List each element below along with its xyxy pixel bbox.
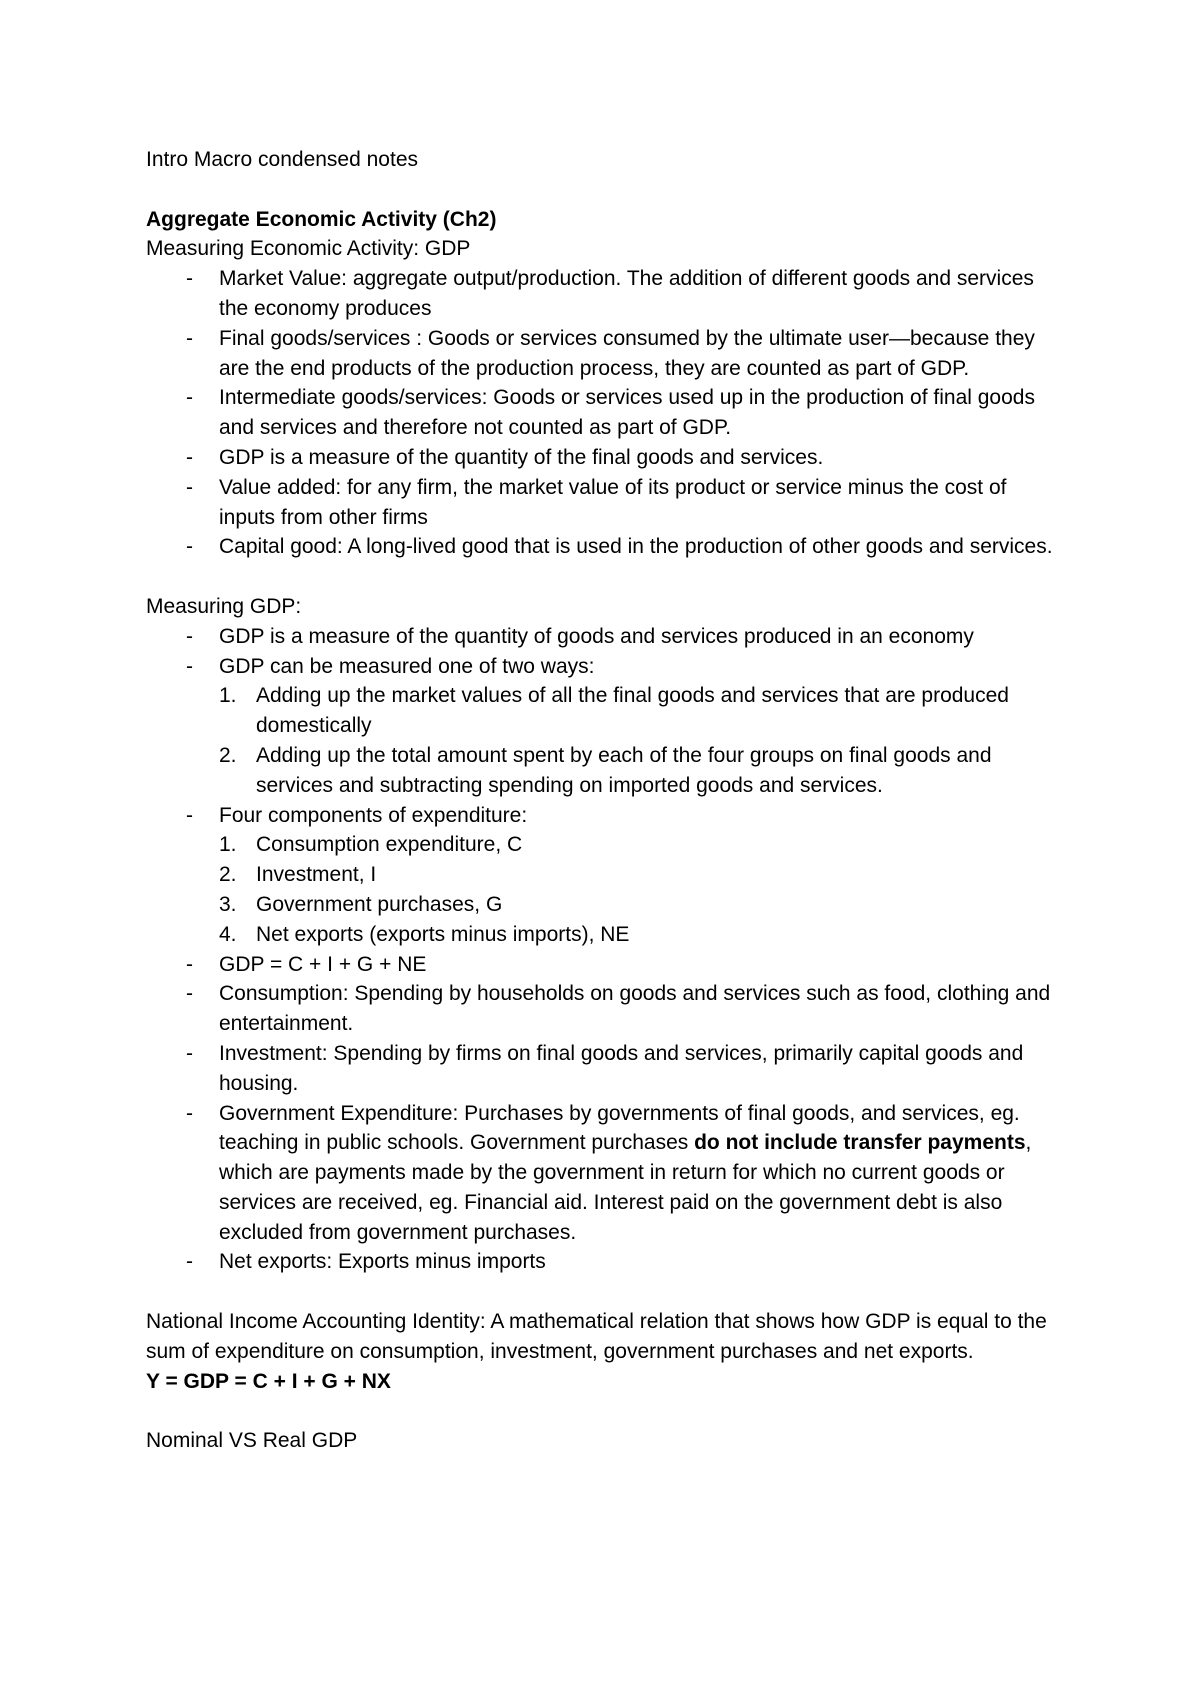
item-number: 1. — [219, 833, 237, 857]
item-number: 2. — [219, 863, 237, 887]
item-number: 3. — [219, 892, 237, 916]
list-item: - Four components of expenditure: — [146, 801, 1066, 831]
item-number: 4. — [219, 922, 237, 946]
item-text: , which are payments made by the government in return for which no current goods or services are received, eg. Financial aid. Interest paid on the government debt is also excluded from government purchases. — [219, 1131, 1032, 1244]
document-title: Intro Macro condensed notes — [146, 148, 418, 171]
item-text: Investment, I — [256, 863, 377, 887]
gdp-ways-list — [146, 681, 1066, 800]
measuring-gdp-list — [146, 622, 1066, 682]
spacer — [146, 1277, 1066, 1307]
spacer — [146, 175, 1066, 205]
list-item: - Market Value: aggregate output/production. The addition of different goods and services the economy produces — [146, 264, 1066, 324]
list-item: - Value added: for any firm, the market value of its product or service minus the cost of inputs from other firms — [146, 473, 1066, 533]
nominal-real-heading: Nominal VS Real GDP — [146, 1429, 358, 1453]
measuring-activity-list — [146, 264, 1066, 562]
item-text: Adding up the total amount spent by each of the four groups on final goods and services and subtracting spending on imported goods and services. — [256, 743, 992, 797]
measuring-gdp-list-cont — [146, 801, 1066, 831]
numbered-item — [146, 890, 1066, 920]
numbered-item — [146, 920, 1066, 950]
expenditure-components-list — [146, 830, 1066, 949]
list-item — [146, 1099, 1066, 1248]
document-page — [146, 145, 1066, 1456]
item-text: Adding up the market values of all the final goods and services that are produced domestically — [256, 684, 1009, 738]
item-number: 1. — [219, 684, 237, 708]
section-heading: Aggregate Economic Activity (Ch2) — [146, 207, 497, 231]
list-item: - Final goods/services : Goods or services consumed by the ultimate user—because they are the end products of the production process, they are counted as part of GDP. — [146, 324, 1066, 384]
subsection-heading-measuring-gdp: Measuring GDP: — [146, 594, 302, 618]
item-text: Government purchases, G — [256, 892, 503, 916]
identity-formula: Y = GDP = C + I + G + NX — [146, 1369, 391, 1393]
list-item: - GDP = C + I + G + NE — [146, 950, 1066, 980]
item-number: 2. — [219, 743, 237, 767]
list-item: - Investment: Spending by firms on final goods and services, primarily capital goods and housing. — [146, 1039, 1066, 1099]
numbered-item — [146, 681, 1066, 741]
numbered-item — [146, 830, 1066, 860]
item-text: Consumption expenditure, C — [256, 833, 523, 857]
list-item: - Capital good: A long-lived good that is used in the production of other goods and services. — [146, 532, 1066, 562]
list-item: - GDP can be measured one of two ways: — [146, 652, 1066, 682]
list-item: - Net exports: Exports minus imports — [146, 1247, 1066, 1277]
measuring-gdp-list-end — [146, 950, 1066, 1278]
spacer — [146, 562, 1066, 592]
list-item: - Intermediate goods/services: Goods or services used up in the production of final goods and services and therefore not counted as part of GDP. — [146, 383, 1066, 443]
item-text: Net exports (exports minus imports), NE — [256, 922, 630, 946]
identity-paragraph: National Income Accounting Identity: A mathematical relation that shows how GDP is equal to the sum of expenditure on consumption, investment, government purchases and net exports. — [146, 1310, 1047, 1363]
numbered-item — [146, 741, 1066, 801]
numbered-item — [146, 860, 1066, 890]
list-item: - GDP is a measure of the quantity of goods and services produced in an economy — [146, 622, 1066, 652]
spacer — [146, 1396, 1066, 1426]
subsection-heading-measuring-activity: Measuring Economic Activity: GDP — [146, 237, 471, 261]
list-item: - Consumption: Spending by households on goods and services such as food, clothing and entertainment. — [146, 979, 1066, 1039]
item-text: Government Expenditure: Purchases by governments of final goods, and services, eg. teaching in public schools. Government purchases — [219, 1101, 1020, 1155]
list-item: - GDP is a measure of the quantity of the final goods and services. — [146, 443, 1066, 473]
item-text-bold: do not include transfer payments — [694, 1131, 1026, 1155]
